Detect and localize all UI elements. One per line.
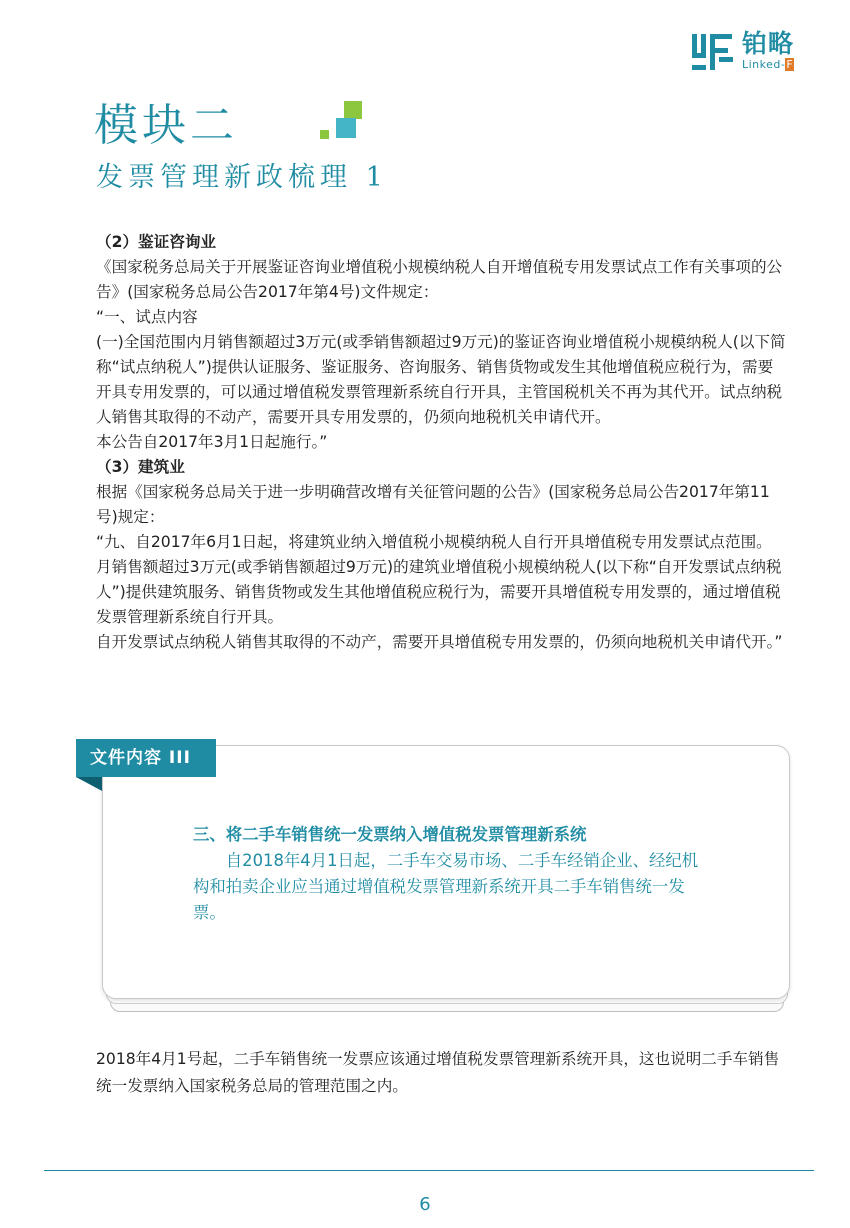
card-tab-label: 文件内容 III <box>76 739 216 777</box>
body-paragraph: 本公告自2017年3月1日起施行。” <box>96 433 328 451</box>
module-title: 模块二 <box>94 100 238 151</box>
body-paragraph: “一、试点内容 <box>96 308 198 326</box>
card-content: 自2018年4月1日起，二手车交易市场、二手车经销企业、经纪机构和拍卖企业应当通过增值税发票管理新系统开具二手车销售统一发票。 <box>193 851 699 922</box>
brand-name-cn: 铂略 <box>742 29 795 58</box>
brand-name-en: Linked-F <box>742 58 794 71</box>
summary-paragraph <box>96 1046 786 1100</box>
body-paragraph: 根据《国家税务总局关于进一步明确营改增有关征管问题的公告》(国家税务总局公告2017年第11号)规定： <box>96 483 770 526</box>
decorative-square-blue <box>336 118 356 138</box>
decorative-square-small-green <box>320 130 329 139</box>
body-text <box>96 230 786 655</box>
footer-divider <box>44 1170 814 1171</box>
body-paragraph: “九、自2017年6月1日起，将建筑业纳入增值税小规模纳税人自行开具增值税专用发票试点范围。月销售额超过3万元(或季销售额超过9万元)的建筑业增值税小规模纳税人(以下称“自开发票试点纳税人”)提供建筑服务、销售货物或发生其他增值税应税行为，需要开具增值税专用发票的，通过增值税发票管理新系统自行开具。 <box>96 533 782 626</box>
body-paragraph: 《国家税务总局关于开展鉴证咨询业增值税小规模纳税人自开增值税专用发票试点工作有关事项的公告》(国家税务总局公告2017年第4号)文件规定： <box>96 258 783 301</box>
module-subtitle: 发票管理新政梳理 1 <box>96 162 388 193</box>
card-body <box>193 822 713 926</box>
section-heading: （2）鉴证咨询业 <box>96 233 217 251</box>
page-number: 6 <box>419 1194 431 1215</box>
card-heading: 三、将二手车销售统一发票纳入增值税发票管理新系统 <box>193 825 587 844</box>
body-paragraph: (一)全国范围内月销售额超过3万元(或季销售额超过9万元)的鉴证咨询业增值税小规模纳税人(以下简称“试点纳税人”)提供认证服务、鉴证服务、咨询服务、销售货物或发生其他增值税应税行为，需要开具专用发票的，可以通过增值税发票管理新系统自行开具，主管国税机关不再为其代开。试点纳税人销售其取得的不动产，需要开具专用发票的，仍须向地税机关申请代开。 <box>96 333 786 426</box>
summary-text: 2018年4月1号起，二手车销售统一发票应该通过增值税发票管理新系统开具，这也说明二手车销售统一发票纳入国家税务总局的管理范围之内。 <box>96 1050 780 1095</box>
decorative-square-green <box>344 101 362 119</box>
section-heading: （3）建筑业 <box>96 458 185 476</box>
logo-mark-icon <box>692 32 736 72</box>
body-paragraph: 自开发票试点纳税人销售其取得的不动产，需要开具增值税专用发票的，仍须向地税机关申请代开。” <box>96 633 783 651</box>
card-tab-fold <box>76 777 102 791</box>
company-logo <box>692 30 812 74</box>
